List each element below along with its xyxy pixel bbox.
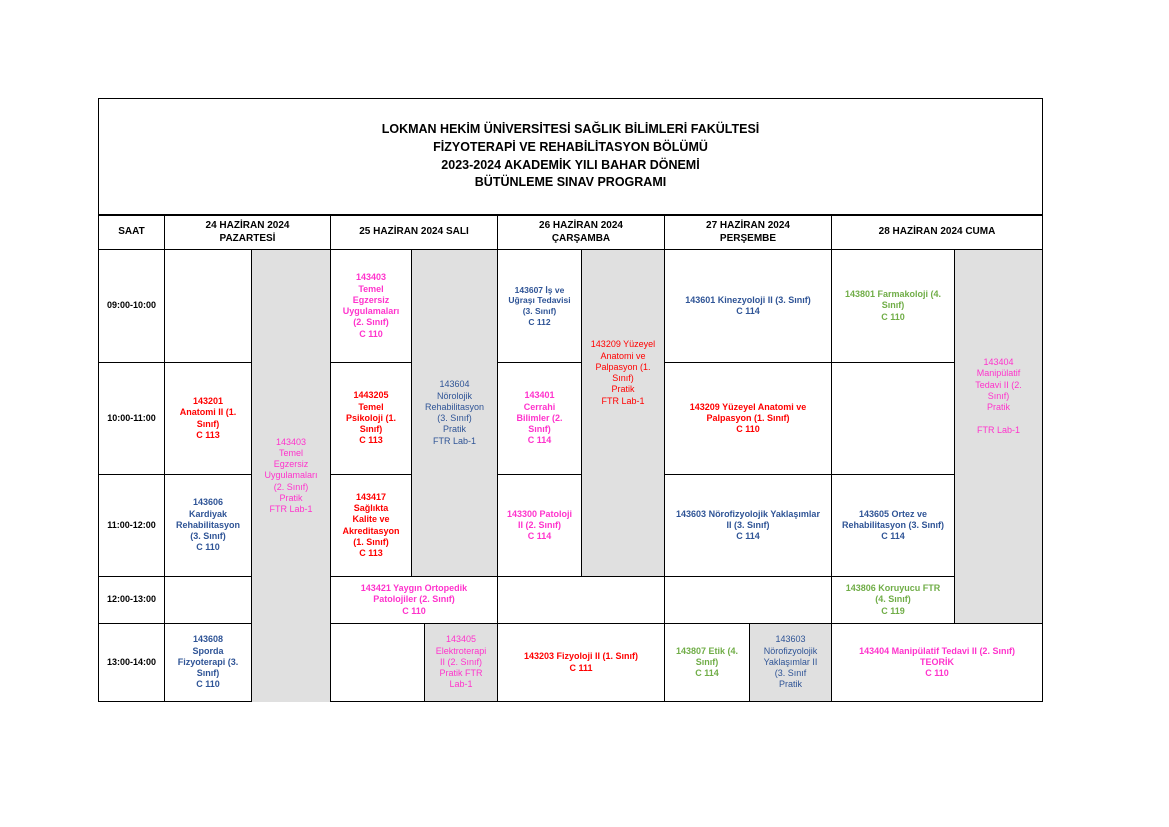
exam-cell: 143807 Etik (4. Sınıf) C 114 bbox=[664, 623, 750, 702]
exam-cell: 143801 Farmakoloji (4. Sınıf) C 110 bbox=[831, 249, 955, 363]
lab-exam-cell: 143405 Elektroterapi II (2. Sınıf) Pratik FTR Lab-1 bbox=[424, 623, 498, 702]
empty-cell bbox=[664, 576, 832, 624]
exam-cell: 143603 Nörofizyolojik Yaklaşımlar II (3. Sınıf) C 114 bbox=[664, 474, 832, 577]
title-line-program: BÜTÜNLEME SINAV PROGRAMI bbox=[474, 175, 667, 190]
lab-exam-cell: 143404 Manipülatif Tedavi II (2. Sınıf) Pratik FTR Lab-1 bbox=[954, 249, 1043, 624]
empty-cell bbox=[831, 362, 955, 475]
exam-cell: 143605 Ortez ve Rehabilitasyon (3. Sınıf) C 114 bbox=[831, 474, 955, 577]
empty-cell bbox=[164, 576, 252, 624]
title-line-department: FİZYOTERAPİ VE REHABİLİTASYON BÖLÜMÜ bbox=[433, 139, 708, 154]
exam-cell: 143417 Sağlıkta Kalite ve Akreditasyon (1. Sınıf) C 113 bbox=[330, 474, 412, 577]
exam-cell: 143209 Yüzeyel Anatomi ve Palpasyon (1. Sınıf) C 110 bbox=[664, 362, 832, 475]
exam-schedule-table bbox=[98, 98, 1043, 702]
header-day-friday: 28 HAZİRAN 2024 CUMA bbox=[831, 215, 1043, 250]
empty-cell bbox=[330, 623, 425, 702]
lab-exam-cell: 143209 Yüzeyel Anatomi ve Palpasyon (1. Sınıf) Pratik FTR Lab-1 bbox=[581, 249, 665, 577]
header-day-thursday: 27 HAZİRAN 2024 PERŞEMBE bbox=[664, 215, 832, 250]
exam-cell: 143607 İş ve Uğraşı Tedavisi (3. Sınıf) C 112 bbox=[497, 249, 582, 363]
header-day-wednesday: 26 HAZİRAN 2024 ÇARŞAMBA bbox=[497, 215, 665, 250]
header-day-tuesday: 25 HAZİRAN 2024 SALI bbox=[330, 215, 498, 250]
title-line-term: 2023-2024 AKADEMİK YILI BAHAR DÖNEMİ bbox=[441, 157, 700, 172]
exam-cell: 143606 Kardiyak Rehabilitasyon (3. Sınıf) C 110 bbox=[164, 474, 252, 577]
lab-exam-cell: 143604 Nörolojik Rehabilitasyon (3. Sınıf) Pratik FTR Lab-1 bbox=[411, 249, 498, 577]
time-slot-0910: 09:00-10:00 bbox=[98, 249, 165, 363]
empty-cell bbox=[497, 576, 665, 624]
document-title bbox=[98, 98, 1043, 215]
title-line-university: LOKMAN HEKİM ÜNİVERSİTESİ SAĞLIK BİLİMLERİ FAKÜLTESİ bbox=[381, 122, 760, 136]
exam-cell: 143601 Kinezyoloji II (3. Sınıf) C 114 bbox=[664, 249, 832, 363]
header-saat: SAAT bbox=[98, 215, 165, 250]
time-slot-1314: 13:00-14:00 bbox=[98, 623, 165, 702]
exam-cell: 143401 Cerrahi Bilimler (2. Sınıf) C 114 bbox=[497, 362, 582, 475]
exam-cell: 143201 Anatomi II (1. Sınıf) C 113 bbox=[164, 362, 252, 475]
exam-cell: 143404 Manipülatif Tedavi II (2. Sınıf) TEORİK C 110 bbox=[831, 623, 1043, 702]
time-slot-1112: 11:00-12:00 bbox=[98, 474, 165, 577]
exam-cell: 143421 Yaygın Ortopedik Patolojiler (2. Sınıf) C 110 bbox=[330, 576, 498, 624]
exam-cell: 143300 Patoloji II (2. Sınıf) C 114 bbox=[497, 474, 582, 577]
exam-cell: 143403 Temel Egzersiz Uygulamaları (2. Sınıf) C 110 bbox=[330, 249, 412, 363]
empty-cell bbox=[164, 249, 252, 363]
time-slot-1011: 10:00-11:00 bbox=[98, 362, 165, 475]
header-day-monday: 24 HAZİRAN 2024 PAZARTESİ bbox=[164, 215, 331, 250]
time-slot-1213: 12:00-13:00 bbox=[98, 576, 165, 624]
exam-cell: 143806 Koruyucu FTR (4. Sınıf) C 119 bbox=[831, 576, 955, 624]
exam-cell: 143608 Sporda Fizyoterapi (3. Sınıf) C 110 bbox=[164, 623, 252, 702]
lab-exam-cell: 143403 Temel Egzersiz Uygulamaları (2. Sınıf) Pratik FTR Lab-1 bbox=[251, 249, 331, 702]
exam-cell: 1443205 Temel Psikoloji (1. Sınıf) C 113 bbox=[330, 362, 412, 475]
lab-exam-cell: 143603 Nörofizyolojik Yaklaşımlar II (3. Sınıf Pratik bbox=[749, 623, 832, 702]
exam-cell: 143203 Fizyoloji II (1. Sınıf) C 111 bbox=[497, 623, 665, 702]
